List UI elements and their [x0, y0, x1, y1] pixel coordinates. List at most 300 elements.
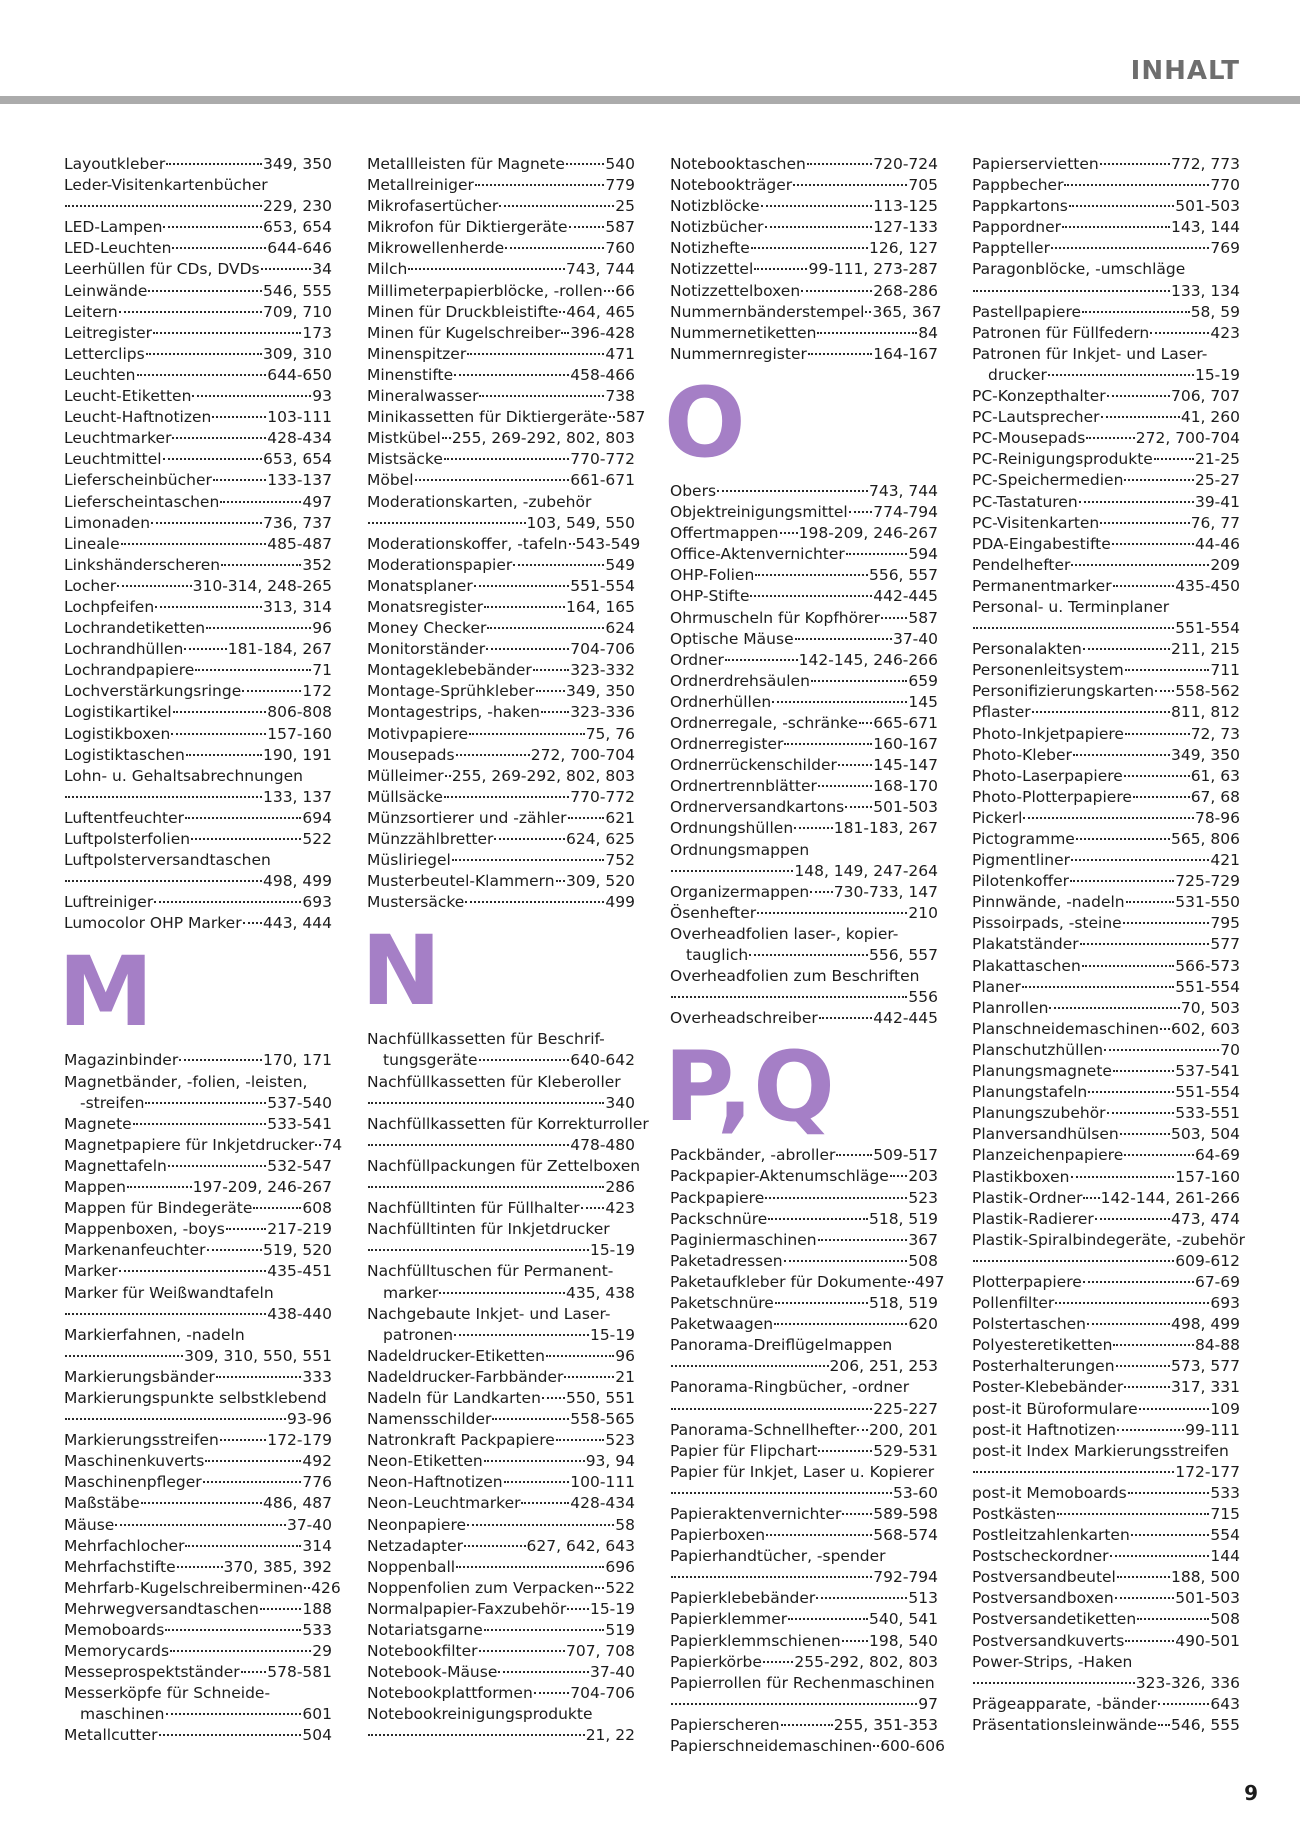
index-entry	[64, 913, 332, 934]
index-entry	[64, 302, 332, 323]
index-entry	[972, 808, 1240, 829]
index-entry	[972, 323, 1240, 344]
entry-pages: 551-554	[570, 576, 635, 595]
entry-pages: 513	[908, 1589, 938, 1608]
index-entry	[670, 882, 938, 903]
index-entry	[367, 745, 635, 766]
dot-leader	[65, 796, 262, 798]
entry-term: Postkästen	[972, 1505, 1057, 1523]
dot-leader	[604, 290, 615, 292]
index-entry	[367, 871, 635, 892]
entry-continuation	[670, 1694, 938, 1715]
entry-term: Money Checker	[367, 619, 487, 638]
entry-pages: 435-451	[267, 1262, 332, 1281]
index-entry	[64, 745, 332, 766]
entry-term: Pappordner	[972, 218, 1061, 237]
entry-term: Pickerl	[972, 808, 1023, 827]
index-entry	[64, 702, 332, 723]
index-entry	[972, 1230, 1246, 1272]
dot-leader	[464, 1545, 526, 1547]
entry-pages: 620	[908, 1315, 938, 1334]
entry-term: Papierklemmer	[670, 1610, 788, 1629]
index-entry	[972, 492, 1240, 513]
entry-term: Netzadapter	[367, 1536, 464, 1555]
dot-leader	[1055, 1302, 1209, 1304]
dot-leader	[973, 627, 1174, 629]
entry-pages: 396-428	[570, 323, 635, 342]
index-entry	[670, 776, 938, 797]
entry-pages: 504	[302, 1726, 332, 1745]
entry-term: Mehrfarb-Kugelschreiberminen	[64, 1578, 304, 1597]
dot-leader	[184, 648, 226, 650]
index-entry	[367, 1261, 635, 1303]
index-entry	[367, 428, 635, 449]
index-entry	[64, 1283, 332, 1325]
index-entry	[972, 1040, 1240, 1061]
dot-leader	[205, 1460, 301, 1462]
dot-leader	[811, 680, 908, 682]
entry-term: Nadeln für Landkarten	[367, 1388, 541, 1407]
entry-term: Plastik-Spiralbindegeräte, -zubehör	[972, 1230, 1246, 1249]
index-entry	[367, 1662, 635, 1683]
dot-leader	[1112, 543, 1194, 545]
entry-term: Papieraktenvernichter	[670, 1504, 842, 1523]
dot-leader	[212, 416, 266, 418]
entry-pages: 206, 251, 253	[829, 1357, 938, 1376]
dot-leader	[177, 1566, 223, 1568]
index-entry	[367, 829, 635, 850]
entry-pages: 255, 351-353	[833, 1715, 938, 1734]
entry-pages: 170, 171	[262, 1051, 332, 1070]
dot-leader	[836, 1154, 872, 1156]
index-entry	[972, 1441, 1240, 1483]
dot-leader	[546, 1355, 614, 1357]
entry-pages: 39-41	[1194, 492, 1240, 511]
dot-leader	[1048, 374, 1194, 376]
entry-term: Photo-Plotterpapiere	[972, 787, 1132, 806]
entry-pages: 367	[908, 1230, 938, 1249]
entry-pages: 602, 603	[1170, 1019, 1240, 1038]
entry-term: Planrollen	[972, 998, 1049, 1017]
dot-leader	[568, 817, 605, 819]
entry-term: Minenspitzer	[367, 344, 467, 363]
entry-term: Metallreiniger	[367, 176, 474, 195]
dot-leader	[556, 1439, 605, 1441]
entry-pages: 578-581	[267, 1663, 332, 1682]
index-entry	[64, 470, 332, 491]
entry-term: PC-Lautsprecher	[972, 408, 1100, 427]
dot-leader	[213, 479, 266, 481]
index-entry	[367, 850, 635, 871]
index-entry	[972, 1293, 1240, 1314]
index-entry	[972, 175, 1240, 196]
header-rule	[0, 96, 1300, 104]
dot-leader	[479, 1650, 565, 1652]
dot-leader	[1125, 669, 1210, 671]
index-entry	[972, 702, 1240, 723]
entry-pages: 203	[908, 1167, 938, 1186]
entry-term: Luftreiniger	[64, 893, 154, 912]
entry-term: Planungszubehör	[972, 1104, 1106, 1123]
dot-leader	[1057, 1513, 1209, 1515]
dot-leader	[163, 226, 262, 228]
entry-pages: 653, 654	[262, 450, 332, 469]
index-column-4	[972, 154, 1246, 1736]
dot-leader	[859, 722, 872, 724]
entry-pages: 551-554	[1175, 1083, 1240, 1102]
entry-pages: 519, 520	[262, 1241, 332, 1260]
dot-leader	[465, 901, 604, 903]
entry-term: PC-Konzepthalter	[972, 387, 1106, 406]
dot-leader	[1071, 564, 1209, 566]
index-entry	[64, 449, 332, 470]
entry-term: Minikassetten für Diktiergeräte	[367, 408, 608, 427]
entry-term: Notebookreinigungsprodukte	[367, 1705, 593, 1724]
dot-leader	[444, 796, 569, 798]
entry-pages: 198-209, 246-267	[798, 524, 938, 543]
entry-term: Permanentmarker	[972, 576, 1112, 595]
dot-leader	[1126, 901, 1175, 903]
dot-leader	[807, 163, 872, 165]
index-entry	[367, 1536, 635, 1557]
entry-term: Messerköpfe für Schneide-	[64, 1684, 271, 1703]
index-entry	[367, 259, 635, 280]
dot-leader	[492, 1418, 569, 1420]
dot-leader	[761, 205, 873, 207]
entry-term: Minen für Kugelschreiber	[367, 323, 561, 342]
entry-term: Moderationskarten, -zubehör	[367, 492, 592, 511]
dot-leader	[1100, 163, 1170, 165]
dot-leader	[498, 1671, 589, 1673]
entry-term: Paketaufkleber für Dokumente	[670, 1272, 907, 1291]
dot-leader	[216, 1376, 302, 1378]
entry-pages: 172-179	[267, 1431, 332, 1450]
entry-term: Planschneidemaschinen	[972, 1019, 1159, 1038]
entry-term: Pollenfilter	[972, 1294, 1055, 1313]
index-entry	[64, 365, 332, 386]
dot-leader	[1104, 1049, 1219, 1051]
index-entry	[64, 618, 332, 639]
dot-leader	[1032, 711, 1170, 713]
entry-term: Müllsäcke	[367, 787, 443, 806]
entry-continuation	[64, 196, 332, 217]
entry-pages: 523	[605, 1431, 635, 1450]
entry-continuation	[367, 1240, 635, 1261]
entry-term: Marker für Weißwandtafeln	[64, 1283, 274, 1302]
entry-term: Paketschnüre	[670, 1294, 774, 1313]
index-entry	[64, 1536, 332, 1557]
entry-pages: 509-517	[873, 1146, 938, 1165]
dot-leader	[1107, 395, 1170, 397]
index-entry	[670, 586, 938, 607]
index-entry	[367, 1641, 635, 1662]
entry-pages: 255-292, 802, 803	[794, 1652, 938, 1671]
entry-term: Papierkörbe	[670, 1652, 762, 1671]
dot-leader	[755, 574, 868, 576]
entry-continuation	[367, 1325, 635, 1346]
dot-leader	[260, 1608, 302, 1610]
entry-pages: 365, 367	[872, 302, 942, 321]
entry-term: Münzsortierer und -zähler	[367, 808, 567, 827]
entry-term: Magnetpapiere für Inkjetdrucker	[64, 1135, 315, 1154]
index-entry	[670, 1314, 938, 1335]
entry-term: Photo-Kleber	[972, 745, 1072, 764]
index-entry	[64, 154, 332, 175]
entry-term: Packpapier-Aktenumschläge	[670, 1167, 889, 1186]
entry-term: Ordnerrückenschilder	[670, 756, 837, 775]
index-entry	[367, 1430, 635, 1451]
entry-pages: 142-144, 261-266	[1100, 1188, 1240, 1207]
entry-term: Postversandetiketten	[972, 1610, 1137, 1629]
entry-pages: 523	[908, 1188, 938, 1207]
dot-leader	[838, 764, 872, 766]
entry-pages: 160-167	[873, 735, 938, 754]
index-entry	[972, 1546, 1240, 1567]
entry-term: Mineralwasser	[367, 387, 479, 406]
dot-leader	[192, 395, 311, 397]
dot-leader	[505, 247, 604, 249]
entry-pages: 587	[908, 608, 938, 627]
entry-pages: 200, 201	[868, 1420, 938, 1439]
entry-term: Panorama-Ringbücher, -ordner	[670, 1378, 910, 1397]
entry-term: Objektreinigungsmittel	[670, 503, 848, 522]
entry-pages: 490-501	[1175, 1631, 1240, 1650]
dot-leader	[1158, 1703, 1210, 1705]
dot-leader	[1117, 1429, 1184, 1431]
entry-term: Papierklemmschienen	[670, 1631, 841, 1650]
dot-leader	[1113, 1070, 1174, 1072]
entry-term: Lochrandhüllen	[64, 640, 184, 659]
dot-leader	[166, 1713, 302, 1715]
dot-leader	[754, 268, 807, 270]
entry-term: Notebooktaschen	[670, 155, 806, 173]
entry-pages: 458-466	[570, 365, 635, 384]
entry-pages: 317, 331	[1170, 1378, 1240, 1397]
index-entry	[670, 1335, 938, 1377]
index-entry	[670, 755, 938, 776]
section-letter: N	[361, 915, 442, 1028]
entry-term: Notizblöcke	[670, 197, 760, 216]
dot-leader	[609, 416, 615, 418]
index-entry	[972, 1652, 1240, 1694]
dot-leader	[1070, 880, 1174, 882]
entry-term: Montageklebebänder	[367, 661, 532, 680]
dot-leader	[766, 1534, 872, 1536]
index-entry	[367, 787, 635, 808]
entry-pages: 770-772	[570, 787, 635, 806]
entry-pages: 188, 500	[1170, 1568, 1240, 1587]
dot-leader	[890, 1175, 908, 1177]
entry-pages: 157-160	[267, 724, 332, 743]
dot-leader	[454, 374, 569, 376]
entry-term-continued: patronen	[383, 1325, 454, 1344]
dot-leader	[763, 1661, 794, 1663]
index-entry	[972, 1019, 1240, 1040]
index-entry	[670, 154, 938, 175]
index-entry	[972, 1377, 1240, 1398]
dot-leader	[191, 838, 301, 840]
index-entry	[64, 1515, 332, 1536]
entry-pages: 58, 59	[1190, 302, 1240, 321]
entry-pages: 70	[1220, 1040, 1240, 1059]
entry-pages: 546, 555	[1170, 1715, 1240, 1734]
entry-pages: 438-440	[267, 1304, 332, 1323]
index-entry	[972, 1335, 1240, 1356]
dot-leader	[818, 785, 872, 787]
index-entry	[670, 281, 938, 302]
entry-term: post-it Büroformulare	[972, 1399, 1138, 1418]
dot-leader	[484, 1460, 585, 1462]
index-entry	[670, 1166, 938, 1187]
index-column-3	[664, 154, 945, 1757]
entry-term: Organizermappen	[670, 882, 810, 901]
dot-leader	[241, 1671, 267, 1673]
entry-pages: 501-503	[1175, 1589, 1240, 1608]
entry-term: Mikrofon für Diktiergeräte	[367, 218, 568, 237]
index-entry	[64, 344, 332, 365]
dot-leader	[513, 564, 604, 566]
entry-pages: 772, 773	[1170, 155, 1240, 173]
dot-leader	[165, 1629, 301, 1631]
dot-leader	[494, 838, 565, 840]
entry-term: Mappen	[64, 1178, 126, 1197]
entry-term: Nadeldrucker-Farbbänder	[367, 1367, 564, 1386]
entry-pages: 67, 68	[1190, 787, 1240, 806]
dot-leader	[793, 184, 907, 186]
index-entry	[670, 1588, 938, 1609]
entry-term: Millimeterpapierblöcke, -rollen	[367, 281, 603, 300]
entry-pages: 550, 551	[565, 1388, 635, 1407]
index-entry	[64, 1114, 332, 1135]
entry-term: Mappenboxen, -boys	[64, 1220, 225, 1239]
entry-term: Postleitzahlenkarten	[972, 1526, 1130, 1545]
entry-pages: 644-650	[267, 365, 332, 384]
entry-pages: 286	[605, 1178, 635, 1197]
index-entry	[670, 523, 938, 544]
entry-term: Layoutkleber	[64, 155, 166, 173]
index-entry	[972, 998, 1240, 1019]
index-entry	[972, 639, 1240, 660]
dot-leader	[973, 1471, 1174, 1473]
entry-pages: 711	[1210, 661, 1240, 680]
index-entry	[64, 492, 332, 513]
index-entry	[972, 787, 1240, 808]
entry-pages: 309, 520	[565, 872, 635, 891]
entry-pages: 97	[918, 1694, 938, 1713]
entry-term: Lochrandetiketten	[64, 619, 206, 638]
index-entry	[367, 323, 635, 344]
entry-term: Nachfüllpackungen für Zettelboxen	[367, 1156, 641, 1175]
entry-term: Pflaster	[972, 703, 1031, 722]
index-entry	[670, 502, 938, 523]
entry-term: Planer	[972, 977, 1021, 996]
entry-term: Notariatsgarne	[367, 1621, 483, 1639]
dot-leader	[774, 1323, 907, 1325]
index-entry	[670, 671, 938, 692]
entry-pages: 529-531	[873, 1441, 938, 1460]
entry-term: Noppenball	[367, 1557, 456, 1576]
entry-term: Plakattaschen	[972, 956, 1081, 975]
dot-leader	[542, 1397, 565, 1399]
entry-term: Notebookfilter	[367, 1642, 478, 1661]
index-entry	[367, 470, 635, 491]
entry-pages: 148, 149, 247-264	[794, 861, 938, 880]
index-entry	[367, 618, 635, 639]
entry-pages: 340	[605, 1093, 635, 1112]
entry-term: Postversandbeutel	[972, 1568, 1116, 1587]
index-entry	[367, 1683, 635, 1704]
entry-term: Locher	[64, 576, 117, 595]
entry-term: post-it Haftnotizen	[972, 1420, 1116, 1439]
index-entry	[670, 196, 938, 217]
dot-leader	[253, 1207, 301, 1209]
entry-term: Pendelhefter	[972, 555, 1071, 574]
entry-pages: 64-69	[1194, 1146, 1240, 1165]
dot-leader	[479, 395, 604, 397]
entry-pages: 497	[914, 1272, 945, 1291]
index-entry	[64, 1493, 332, 1514]
dot-leader	[487, 627, 604, 629]
dot-leader	[141, 1502, 262, 1504]
entry-pages: 310-314, 248-265	[192, 576, 332, 595]
index-entry	[64, 1072, 332, 1114]
entry-continuation	[367, 1725, 635, 1746]
entry-term: Notizzettelboxen	[670, 281, 801, 300]
entry-pages: 99-111	[1185, 1420, 1240, 1439]
index-entry	[972, 259, 1240, 301]
entry-pages: 157-160	[1175, 1167, 1240, 1186]
entry-term: LED-Leuchten	[64, 239, 172, 258]
entry-term: Mehrfachlocher	[64, 1536, 185, 1555]
index-entry	[670, 302, 942, 323]
entry-term: Linkshänderscheren	[64, 555, 221, 574]
entry-term: Luftpolsterfolien	[64, 830, 191, 848]
entry-pages: 478-480	[570, 1135, 635, 1154]
dot-leader	[795, 638, 892, 640]
entry-term: Pappteller	[972, 239, 1050, 258]
entry-term: Nummernbänderstempel	[670, 302, 865, 321]
index-entry	[64, 534, 332, 555]
index-entry	[367, 492, 635, 534]
index-entry	[972, 1715, 1240, 1736]
entry-term: Magnete	[64, 1114, 132, 1133]
entry-term: Lochrandpapiere	[64, 661, 195, 680]
dot-leader	[171, 733, 266, 735]
index-entry	[972, 576, 1240, 597]
index-entry	[64, 428, 332, 449]
entry-term: Patronen für Füllfedern	[972, 323, 1150, 342]
entry-pages: 558-562	[1175, 682, 1240, 701]
entry-pages: 190, 191	[262, 745, 332, 764]
dot-leader	[456, 1566, 604, 1568]
entry-pages: 760	[605, 239, 635, 258]
dot-leader	[1083, 648, 1170, 650]
entry-term: Metallcutter	[64, 1726, 158, 1745]
entry-pages: 693	[302, 893, 332, 912]
dot-leader	[65, 205, 262, 207]
entry-pages: 533	[1210, 1483, 1240, 1502]
entry-term: Lineale	[64, 534, 120, 553]
entry-term: Monitorständer	[367, 640, 486, 659]
dot-leader	[1116, 1365, 1170, 1367]
index-entry	[367, 217, 635, 238]
dot-leader	[794, 827, 833, 829]
entry-term: Lochpfeifen	[64, 597, 155, 616]
dot-leader	[1071, 1176, 1175, 1178]
entry-pages: 71	[312, 661, 332, 680]
entry-pages: 715	[1210, 1505, 1240, 1523]
index-entry	[64, 407, 332, 428]
